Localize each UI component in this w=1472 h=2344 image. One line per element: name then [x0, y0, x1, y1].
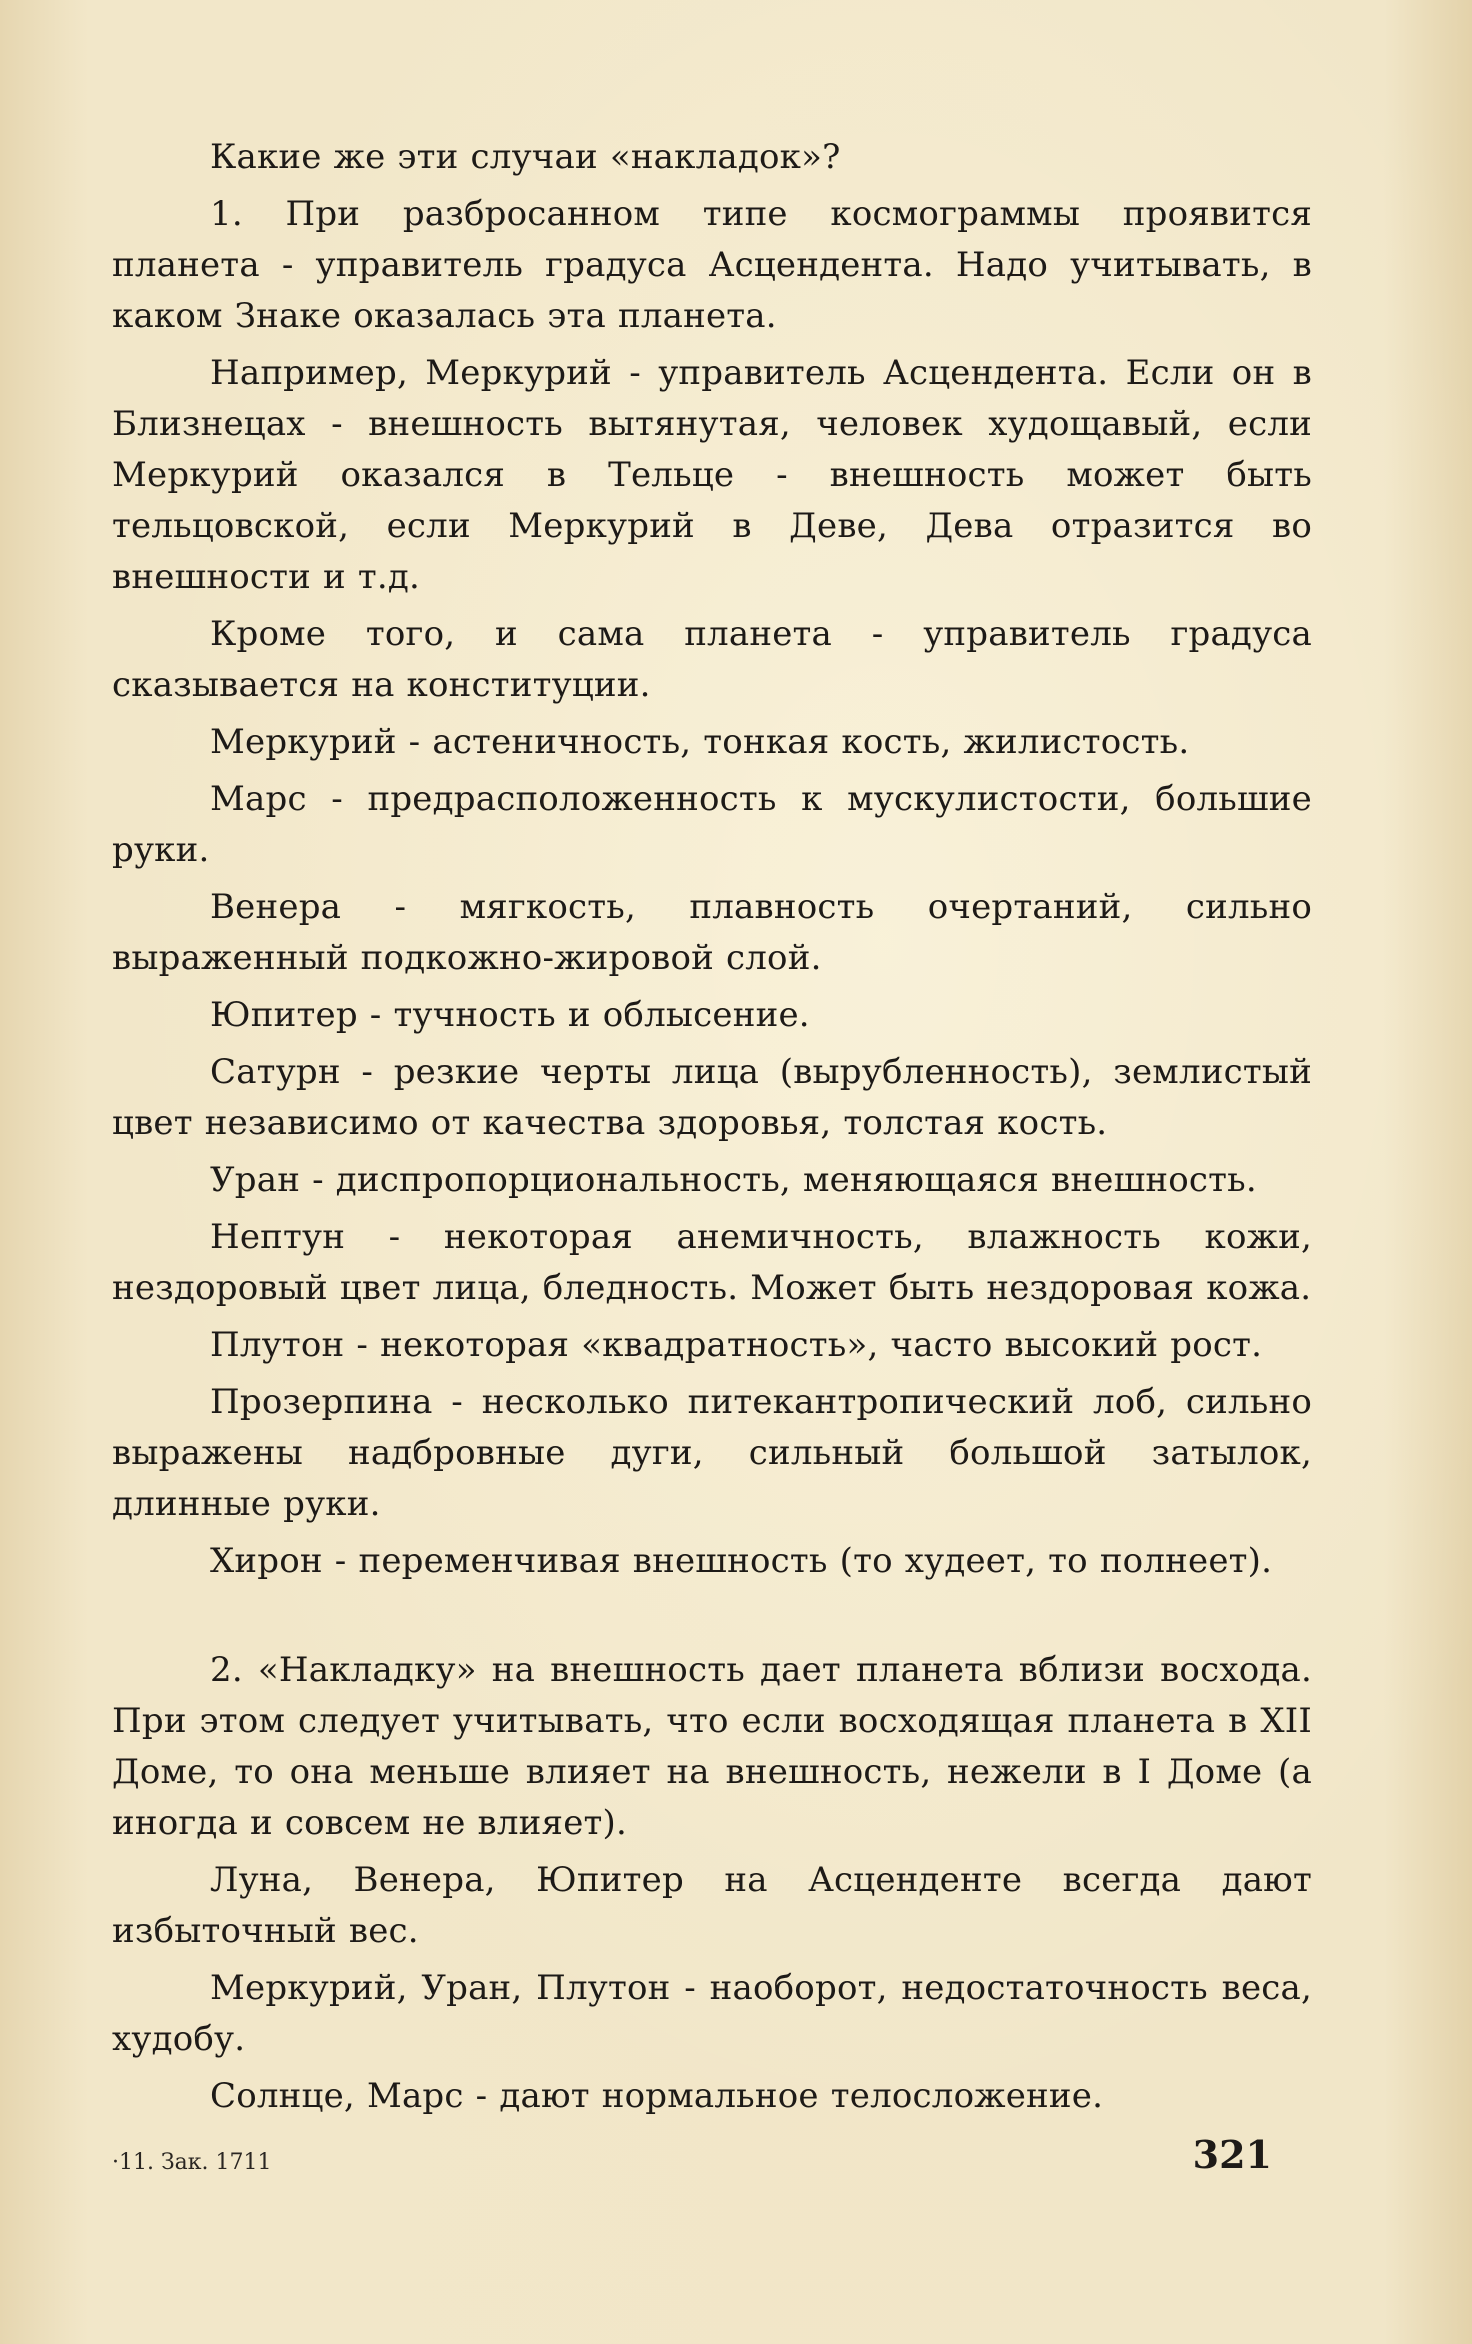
- paragraph-case-1: 1. При разбросанном типе космограммы проявится планета - управитель градуса Асцендента. Надо учитывать, в каком Знаке оказалась эта планета.: [112, 194, 1312, 336]
- page-number: 321: [1192, 2132, 1272, 2177]
- paragraph-mercury-example: Например, Меркурий - управитель Асцендента. Если он в Близнецах - внешность вытянутая, человек худощавый, если Меркурий оказался в Тельце - внешность может быть тельцовской, если Меркурий в Деве, Дева отразится во внешности и т.д.: [112, 353, 1312, 597]
- paragraph-low-weight: Меркурий, Уран, Плутон - наоборот, недостаточность веса, худобу.: [112, 1968, 1312, 2059]
- paragraph-excess-weight: Луна, Венера, Юпитер на Асценденте всегда дают избыточный вес.: [112, 1860, 1312, 1951]
- paragraph-venus: Венера - мягкость, плавность очертаний, сильно выраженный подкожно-жировой слой.: [112, 887, 1312, 978]
- paragraph-proserpina: Прозерпина - несколько питекантропический лоб, сильно выражены надбровные дуги, сильный большой затылок, длинные руки.: [112, 1382, 1312, 1524]
- paragraph-pluto: Плутон - некоторая «квадратность», часто высокий рост.: [210, 1325, 1263, 1365]
- paragraph-neptune: Нептун - некоторая анемичность, влажность кожи, нездоровый цвет лица, бледность. Может быть нездоровая кожа.: [112, 1217, 1312, 1308]
- paragraph-saturn: Сатурн - резкие черты лица (вырубленность), землистый цвет независимо от качества здоровья, толстая кость.: [112, 1052, 1312, 1143]
- paragraph-jupiter: Юпитер - тучность и облысение.: [210, 995, 810, 1035]
- paragraph-mars: Марс - предрасположенность к мускулистости, большие руки.: [112, 779, 1312, 870]
- page-text: [112, 132, 1312, 2122]
- paragraph-normal-build: Солнце, Марс - дают нормальное телосложение.: [210, 2076, 1104, 2116]
- paragraph-uranus: Уран - диспропорциональность, меняющаяся внешность.: [210, 1160, 1257, 1200]
- paragraph-planet-constitution: Кроме того, и сама планета - управитель градуса сказывается на конституции.: [112, 614, 1312, 705]
- paragraph-mercury: Меркурий - астеничность, тонкая кость, жилистость.: [210, 722, 1190, 762]
- paragraph-chiron: Хирон - переменчивая внешность (то худеет, то полнеет).: [210, 1541, 1273, 1581]
- paragraph-intro-question: Какие же эти случаи «накладок»?: [210, 137, 841, 177]
- print-order-code: ·11. Зак. 1711: [112, 2150, 272, 2175]
- paragraph-case-2: 2. «Накладку» на внешность дает планета вблизи восхода. При этом следует учитывать, что если восходящая планета в XII Доме, то она меньше влияет на внешность, нежели в I Доме (а иногда и совсем не влияет).: [112, 1650, 1312, 1843]
